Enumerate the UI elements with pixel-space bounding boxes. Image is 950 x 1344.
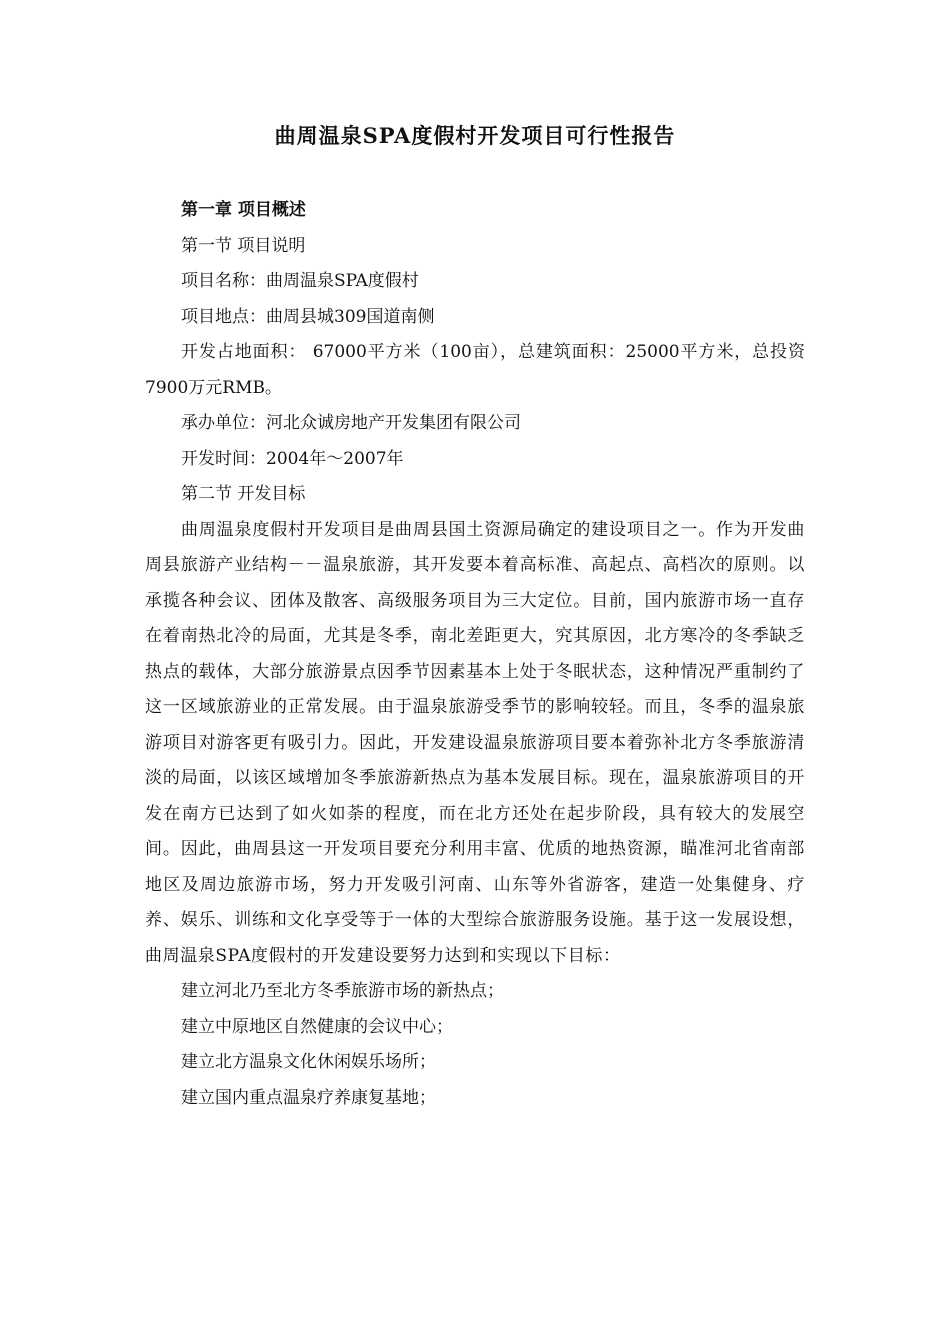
section-heading-2: 第二节 开发目标 [181,484,306,504]
organizer: 承办单位：河北众诚房地产开发集团有限公司 [181,413,521,433]
chapter-heading: 第一章 项目概述 [181,200,306,220]
project-name: 项目名称：曲周温泉SPA度假村 [181,271,419,291]
project-location: 项目地点：曲周县城309国道南侧 [181,306,435,327]
main-paragraph: 曲周温泉度假村开发项目是曲周县国土资源局确定的建设项目之一。作为开发曲周县旅游产业结构－－温泉旅游，其开发要本着高标准、高起点、高档次的原则。以承揽各种会议、团体及散客、高级服务项目为三大定位。目前，国内旅游市场一直存在着南热北冷的局面，尤其是冬季，南北差距更大，究其原因，北方寒冷的冬季缺乏热点的载体，大部分旅游景点因季节因素基本上处于冬眠状态，这种情况严重制约了这一区域旅游业的正常发展。由于温泉旅游受季节的影响较轻。而且，冬季的温泉旅游项目对游客更有吸引力。因此，开发建设温泉旅游项目要本着弥补北方冬季旅游清淡的局面，以该区域增加冬季旅游新热点为基本发展目标。现在，温泉旅游项目的开发在南方已达到了如火如荼的程度，而在北方还处在起步阶段，具有较大的发展空间。因此，曲周县这一开发项目要充分利用丰富、优质的地热资源，瞄准河北省南部地区及周边旅游市场，努力开发吸引河南、山东等外省游客，建造一处集健身、疗养、娱乐、训练和文化享受等于一体的大型综合旅游服务设施。基于这一发展设想，曲周温泉SPA度假村的开发建设要努力达到和实现以下目标： [145,519,805,966]
goal-item: 建立北方温泉文化休闲娱乐场所； [181,1052,436,1072]
development-time: 开发时间：2004年～2007年 [181,448,404,469]
section-heading-1: 第一节 项目说明 [181,235,306,256]
document-body [145,193,805,1116]
goal-item: 建立河北乃至北方冬季旅游市场的新热点； [181,981,504,1001]
area-investment: 开发占地面积： 67000平方米（100亩），总建筑面积：25000平方米，总投资7900万元RMB。 [145,342,805,398]
goal-item: 建立国内重点温泉疗养康复基地； [181,1087,436,1108]
goal-item: 建立中原地区自然健康的会议中心； [181,1016,453,1037]
document-title: 曲周温泉SPA度假村开发项目可行性报告 [274,123,676,148]
